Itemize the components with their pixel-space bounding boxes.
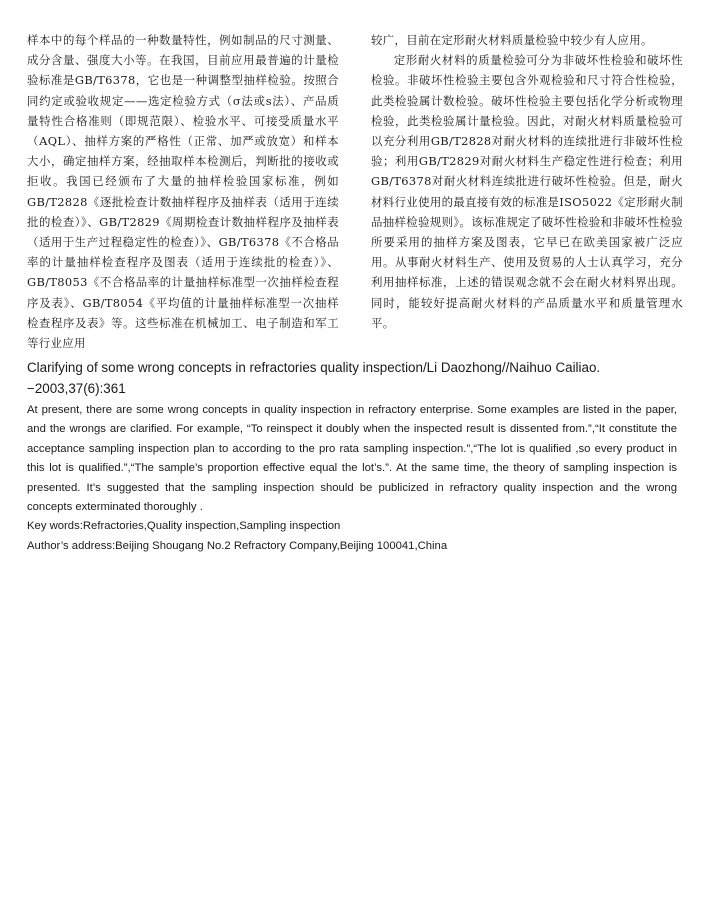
right-column-paragraph-1: 较广，目前在定形耐火材料质量检验中较少有人应用。 xyxy=(371,33,653,47)
keywords-line xyxy=(27,517,677,536)
right-column-paragraph-2: 定形耐火材料的质量检验可分为非破坏性检验和破坏性检验。非破坏性检验主要包含外观检验和尺寸符合性检验，此类检验属计数检验。破坏性检验主要包括化学分析或物理检验，此类检验属计量检验。因此，对耐火材料质量检验可以充分利用GB/T2828对耐火材料的连续批进行非破坏性检验；利用GB/T2829对耐火材料生产稳定性进行检查；利用GB/T6378对耐火材料连续批进行破坏性检验。但是，耐火材料行业使用的最直接有效的标准是ISO5022《定形耐火制品抽样检验规则》。该标准规定了破坏性检验和非破坏性检验所要采用的抽样方案及图表，它早已在欧美国家被广泛应用。从事耐火材料生产、使用及贸易的人士认真学习，充分利用抽样标准，上述的错误观念就不会在耐火材料界出现。同时，能较好提高耐火材料的产品质量水平和质量管理水平。 xyxy=(371,53,683,330)
right-column xyxy=(371,30,683,353)
address-text: Beijing Shougang No.2 Refractory Company,Beijing 100041,China xyxy=(115,539,448,552)
english-abstract xyxy=(27,357,677,556)
keywords-text: Refractories,Quality inspection,Sampling inspection xyxy=(82,520,341,533)
two-column-body xyxy=(27,30,683,353)
abstract-citation: −2003,37(6):361 xyxy=(27,381,126,396)
abstract-body: At present, there are some wrong concepts in quality inspection in refractory enterprise. Some examples are listed in the paper, and the wrongs are clarified. For example, “To reinspect it doubly when the inspected result is dissented from.”,“It constitute the acceptance sampling inspection plan to according to the pro rata sampling inspection.”,“The lot is qualified ,so every product in this lot is qualified.”,“The sample’s proportion effective equal the lot’s.”. At the same time, the theory of sampling inspection is presented. It’s suggested that the sampling inspection should be publicized in refractory quality inspection and the wrong concepts exterminated thoroughly . xyxy=(27,404,677,514)
address-line xyxy=(27,537,677,556)
left-column-paragraph: 样本中的每个样品的一种数量特性，例如制品的尺寸测量、成分含量、强度大小等。在我国，目前应用最普遍的计量检验标准是GB/T6378，它也是一种调整型抽样检验。按照合同约定或验收规定——选定检验方式（σ法或s法）、产品质量特性合格准则（即规范限）、检验水平、可接受质量水平（AQL）、抽样方案的严格性（正常、加严或放宽）和样本大小，确定抽样方案，经抽取样本检测后，判断批的接收或拒收。我国已经颁布了大量的抽样检验国家标准，例如GB/T2828《逐批检查计数抽样程序及抽样表（适用于连续批的检查）》、GB/T2829《周期检查计数抽样程序及抽样表（适用于生产过程稳定性的检查）》、GB/T6378《不合格品率的计量抽样检查程序及图表（适用于连续批的检查）》、GB/T8053《不合格品率的计量抽样标准型一次抽样检查程序及表》、GB/T8054《平均值的计量抽样标准型一次抽样检查程序及表》等。这些标准在机械加工、电子制造和军工等行业应用 xyxy=(27,33,339,351)
left-column xyxy=(27,30,339,353)
keywords-label: Key words: xyxy=(27,520,83,533)
address-label: Author’s address: xyxy=(27,539,116,552)
abstract-title: Clarifying of some wrong concepts in refractories quality inspection/Li Daozhong//Naihuo Cailiao. xyxy=(27,360,601,375)
